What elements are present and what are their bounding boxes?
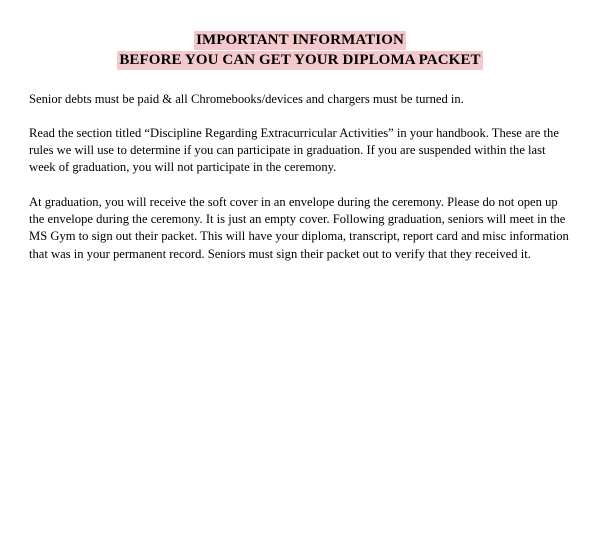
heading-line-diploma-packet: BEFORE YOU CAN GET YOUR DIPLOMA PACKET [119,52,481,68]
paragraph-discipline-rules: Read the section titled “Discipline Regarding Extracurricular Activities” in your handbook. These are the rules we will use to determine if you can participate in graduation. If you are suspended within the last week of graduation, you will not participate in the ceremony. [29,126,559,175]
document-heading [0,31,600,70]
paragraph-graduation-packet: At graduation, you will receive the soft cover in an envelope during the ceremony. Please do not open up the envelope during the ceremony. It is just an empty cover. Following graduation, seniors will meet in the MS Gym to sign out their packet. This will have your diploma, transcript, report card and misc information that was in your permanent record. Seniors must sign their packet out to verify that they received it. [29,195,569,261]
heading-line-important-information: IMPORTANT INFORMATION [196,32,404,48]
paragraph-senior-debts: Senior debts must be paid & all Chromebooks/devices and chargers must be turned in. [29,92,464,106]
